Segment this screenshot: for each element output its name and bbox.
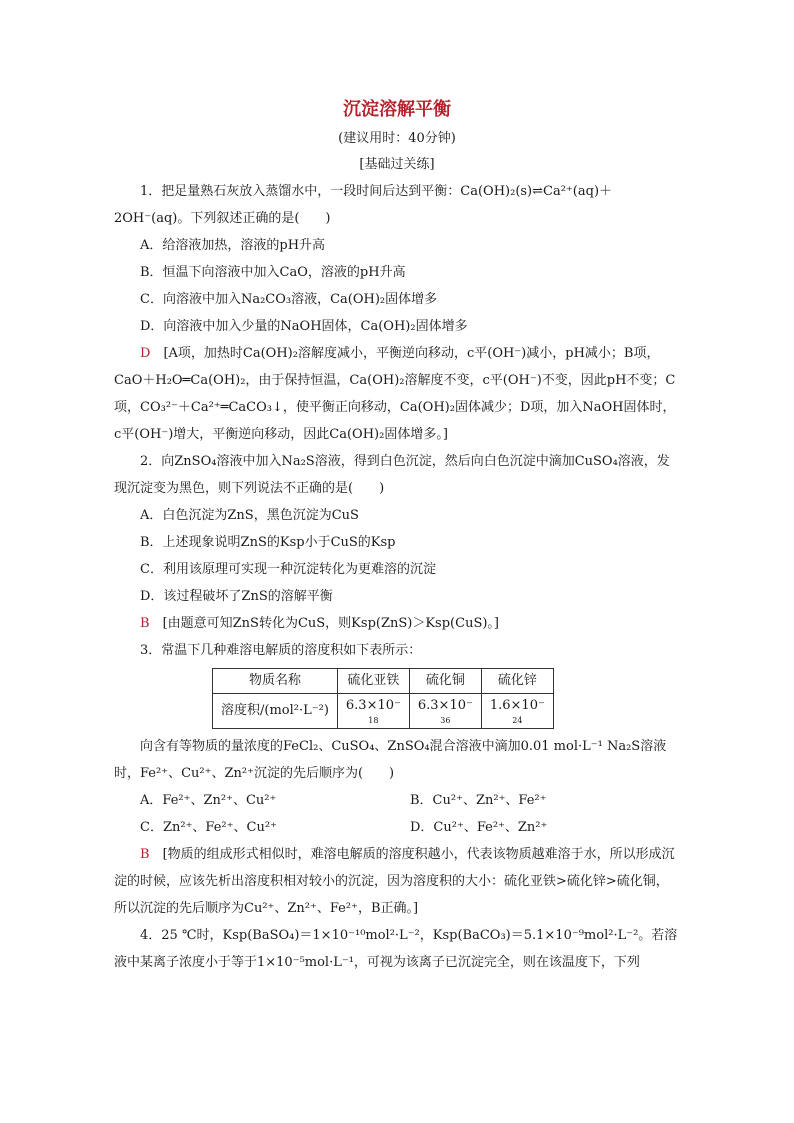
section-heading: [基础过关练] (359, 157, 435, 172)
ksp-exponent-zns: 24 (512, 716, 523, 725)
ksp-value-cus: 6.3×10⁻ (417, 698, 473, 713)
ksp-value-fes: 6.3×10⁻ (345, 698, 401, 713)
question-3-option-a: A．Fe²⁺、Zn²⁺、Cu²⁺ (140, 793, 277, 808)
table-cell (409, 694, 481, 729)
question-2-explanation: [由题意可知ZnS转化为CuS，则Ksp(ZnS)＞Ksp(CuS)。] (162, 616, 499, 631)
question-3-answer: B (140, 847, 150, 862)
time-suggestion: (建议用时：40分钟) (338, 131, 456, 146)
table-row-label: 溶度积/(mol²·L⁻²) (213, 694, 338, 729)
question-3-options-row-2 (114, 814, 680, 841)
question-4-stem: 4．25 ℃时，Ksp(BaSO₄)＝1×10⁻¹⁰mol²·L⁻²，Ksp(BaCO₃)＝5.1×10⁻⁹mol²·L⁻²。若溶液中某离子浓度小于等于1×10⁻⁵mol·L⁻¹，可视为该离子已沉淀完全，则在该温度下，下列 (114, 928, 678, 970)
ksp-table (212, 668, 554, 729)
question-1-solution (114, 340, 680, 448)
question-2-solution (114, 610, 680, 637)
question-1-stem: 1．把足量熟石灰放入蒸馏水中，一段时间后达到平衡：Ca(OH)₂(s)⇌Ca²⁺(aq)＋2OH⁻(aq)。下列叙述正确的是( ) (114, 184, 613, 226)
table-header-cell: 硫化铜 (409, 669, 481, 694)
ksp-value-zns: 1.6×10⁻ (489, 698, 545, 713)
question-1-option-a: A．给溶液加热，溶液的pH升高 (140, 238, 326, 253)
question-3-option-b: B．Cu²⁺、Zn²⁺、Fe²⁺ (410, 793, 547, 808)
table-header-cell: 硫化亚铁 (337, 669, 409, 694)
ksp-exponent-cus: 36 (440, 716, 451, 725)
question-2-option-c: C．利用该原理可实现一种沉淀转化为更难溶的沉淀 (140, 562, 436, 577)
question-2-stem: 2．向ZnSO₄溶液中加入Na₂S溶液，得到白色沉淀，然后向白色沉淀中滴加CuSO₄溶液，发现沉淀变为黑色，则下列说法不正确的是( ) (114, 454, 670, 496)
table-cell (337, 694, 409, 729)
question-1-option-b: B．恒温下向溶液中加入CaO，溶液的pH升高 (140, 265, 406, 280)
table-row (213, 694, 554, 729)
page-title: 沉淀溶解平衡 (343, 99, 451, 120)
table-header-cell: 硫化锌 (481, 669, 553, 694)
question-2-option-a: A．白色沉淀为ZnS，黑色沉淀为CuS (140, 508, 359, 523)
table-header-cell: 物质名称 (213, 669, 338, 694)
question-1-option-c: C．向溶液中加入Na₂CO₃溶液，Ca(OH)₂固体增多 (140, 292, 438, 307)
ksp-exponent-fes: 18 (368, 716, 379, 725)
question-1-answer: D (140, 346, 151, 361)
question-3-solution (114, 841, 680, 922)
question-3-explanation: [物质的组成形式相似时，难溶电解质的溶度积越小，代表该物质越难溶于水，所以形成沉淀的时候，应该先析出溶度积相对较小的沉淀，因为溶度积的大小：硫化亚铁>硫化锌>硫化铜，所以沉淀的先后顺序为Cu²⁺、Zn²⁺、Fe²⁺，B正确。] (114, 847, 675, 916)
question-1-option-d: D．向溶液中加入少量的NaOH固体，Ca(OH)₂固体增多 (140, 319, 468, 334)
question-3-options-row-1 (114, 787, 680, 814)
question-3-option-d: D．Cu²⁺、Fe²⁺、Zn²⁺ (410, 820, 548, 835)
table-cell (481, 694, 553, 729)
question-2-option-b: B．上述现象说明ZnS的Ksp小于CuS的Ksp (140, 535, 396, 550)
question-3-stem-continued: 向含有等物质的量浓度的FeCl₂、CuSO₄、ZnSO₄混合溶液中滴加0.01 mol·L⁻¹ Na₂S溶液时，Fe²⁺、Cu²⁺、Zn²⁺沉淀的先后顺序为( ) (114, 739, 667, 781)
question-2-option-d: D．该过程破坏了ZnS的溶解平衡 (140, 589, 333, 604)
question-2-answer: B (140, 616, 150, 631)
question-3-option-c: C．Zn²⁺、Fe²⁺、Cu²⁺ (140, 820, 277, 835)
document-content (114, 96, 680, 976)
question-1-explanation: [A项，加热时Ca(OH)₂溶解度减小，平衡逆向移动，c平(OH⁻)减小，pH减小；B项，CaO＋H₂O═Ca(OH)₂，由于保持恒温，Ca(OH)₂溶解度不变，c平(OH⁻)不变，因此pH不变；C项，CO₃²⁻＋Ca²⁺═CaCO₃↓，使平衡正向移动，Ca(OH)₂固体减少；D项，加入NaOH固体时，c平(OH⁻)增大，平衡逆向移动，因此Ca(OH)₂固体增多。] (114, 346, 676, 442)
question-3-stem: 3．常温下几种难溶电解质的溶度积如下表所示： (140, 643, 422, 658)
table-header-row (213, 669, 554, 694)
